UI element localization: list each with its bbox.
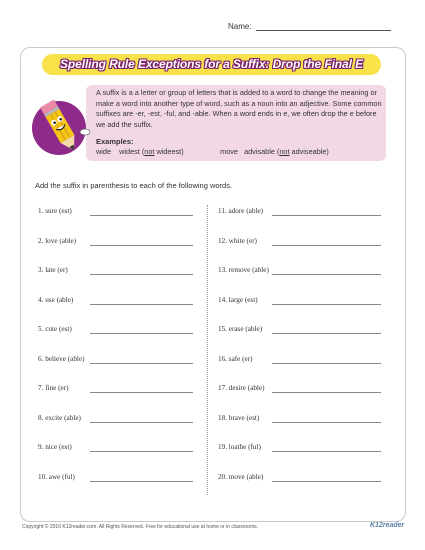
word-item-1: 1. sure (est) xyxy=(38,207,72,215)
answer-line-9[interactable] xyxy=(90,451,193,452)
answer-line-7[interactable] xyxy=(90,392,193,393)
word-item-4: 4. use (able) xyxy=(38,295,74,304)
answer-line-3[interactable] xyxy=(90,274,193,275)
word-item-16: 16. safe (er) xyxy=(218,354,253,363)
answer-line-11[interactable] xyxy=(272,215,381,216)
answer-line-6[interactable] xyxy=(90,363,193,364)
answer-line-5[interactable] xyxy=(90,333,193,334)
k12reader-logo: K12reader xyxy=(370,522,405,529)
word-item-19: 19. loathe (ful) xyxy=(218,443,261,451)
example-wideest: wideest) xyxy=(154,147,184,156)
examples-label: Examples: xyxy=(96,137,134,146)
column-divider xyxy=(207,205,208,495)
name-line[interactable] xyxy=(256,22,391,31)
word-item-13: 13. remove (able) xyxy=(218,266,269,274)
word-item-18: 18. brave (est) xyxy=(218,413,260,422)
word-item-7: 7. fine (er) xyxy=(38,384,69,392)
answer-line-4[interactable] xyxy=(90,304,193,305)
example-advisable: advisable ( xyxy=(244,147,280,156)
answer-line-16[interactable] xyxy=(272,363,381,364)
answer-line-2[interactable] xyxy=(90,245,193,246)
answer-line-14[interactable] xyxy=(272,304,381,305)
word-item-11: 11. adore (able) xyxy=(218,207,264,215)
word-item-5: 5. cute (est) xyxy=(38,325,72,333)
name-row xyxy=(228,22,391,31)
example-word-wide: wide xyxy=(96,147,112,156)
examples-row xyxy=(96,147,329,156)
answer-line-10[interactable] xyxy=(90,481,193,482)
word-item-9: 9. nice (est) xyxy=(38,443,72,451)
info-text: A suffix is a a letter or group of letters that is added to a word to change the meaning or make a word into another type of word, such as a noun into an adjective. Some common suffixes are -er, -est, -ful, and -able. When a word ends in e, we often drop the e before we add the suffix. xyxy=(96,88,382,129)
worksheet-title: Spelling Rule Exceptions for a Suffix: Drop the Final E xyxy=(60,57,363,71)
copyright-footer: Copyright © 2016 K12reader.com. All Rights Reserved. Free for educational use at home or in classrooms. xyxy=(22,524,259,530)
answer-line-13[interactable] xyxy=(272,274,381,275)
word-item-20: 20. move (able) xyxy=(218,472,264,481)
word-item-15: 15. erase (able) xyxy=(218,325,263,333)
word-item-10: 10. awe (ful) xyxy=(38,472,75,481)
answer-line-17[interactable] xyxy=(272,392,381,393)
word-item-17: 17. desire (able) xyxy=(218,384,265,392)
example-word-move: move xyxy=(220,147,238,156)
answer-line-15[interactable] xyxy=(272,333,381,334)
example-adviseable: adviseable) xyxy=(289,147,329,156)
example-widest: widest ( xyxy=(119,147,145,156)
word-item-6: 6. believe (able) xyxy=(38,354,85,363)
answer-line-18[interactable] xyxy=(272,422,381,423)
word-item-14: 14. large (est) xyxy=(218,295,258,304)
answer-line-8[interactable] xyxy=(90,422,193,423)
answer-line-20[interactable] xyxy=(272,481,381,482)
word-item-2: 2. love (able) xyxy=(38,236,77,245)
answer-line-1[interactable] xyxy=(90,215,193,216)
word-item-8: 8. excite (able) xyxy=(38,413,81,422)
example-not-2: not xyxy=(279,147,290,156)
instructions: Add the suffix in parenthesis to each of the following words. xyxy=(35,181,233,190)
pencil-mascot-icon xyxy=(30,94,92,158)
title-banner xyxy=(42,54,381,75)
word-item-12: 12. white (er) xyxy=(218,236,257,245)
name-label: Name: xyxy=(228,22,252,31)
word-item-3: 3. late (er) xyxy=(38,266,68,274)
answer-line-12[interactable] xyxy=(272,245,381,246)
example-not: not xyxy=(144,147,155,156)
answer-line-19[interactable] xyxy=(272,451,381,452)
